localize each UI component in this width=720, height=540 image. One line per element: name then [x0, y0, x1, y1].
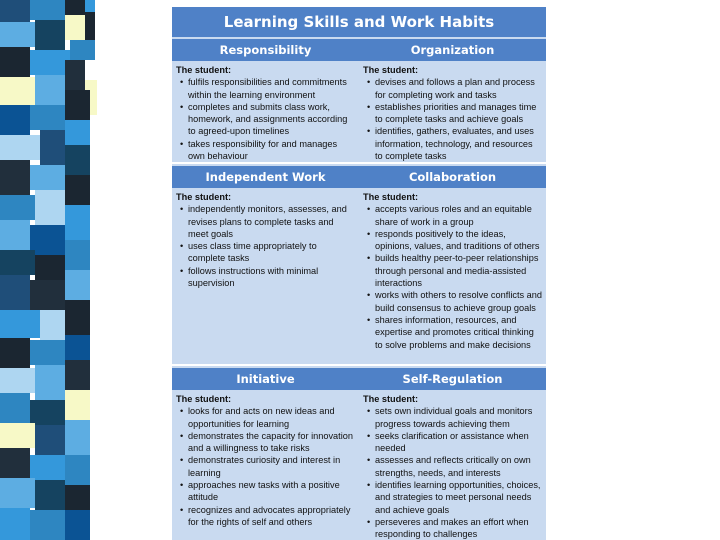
- mosaic-tile: [35, 365, 65, 400]
- mosaic-tile: [30, 400, 65, 425]
- section-heading: Initiative: [236, 372, 295, 386]
- section-cell: [359, 390, 546, 540]
- bullet-item: • accepts various roles and an equitable share of work in a group: [375, 203, 542, 228]
- cell-lead-text: The student:: [176, 394, 232, 404]
- bullet-list: [363, 76, 542, 162]
- mosaic-tile: [40, 310, 65, 340]
- section-header-row: [172, 166, 546, 188]
- section-header-row: [172, 39, 546, 61]
- bullet-item: • identifies, gathers, evaluates, and uses information, technology, and resources to complete tasks: [375, 125, 542, 162]
- bullet-item: • responds positively to the ideas, opinions, values, and traditions of others: [375, 228, 542, 253]
- sections-container: [172, 39, 546, 540]
- section-cell: [359, 188, 546, 364]
- mosaic-tile: [65, 120, 90, 145]
- mosaic-tile: [0, 310, 40, 338]
- bullet-item: • sets own individual goals and monitors progress towards achieving them: [375, 405, 542, 430]
- mosaic-tile: [65, 60, 85, 90]
- mosaic-tile: [0, 220, 30, 250]
- bullet-item: • independently monitors, assesses, and revises plans to complete tasks and meet goals: [188, 203, 355, 240]
- bullet-item: • builds healthy peer-to-peer relationships through personal and media-assisted interactions: [375, 252, 542, 289]
- mosaic-tile: [0, 160, 30, 195]
- bullet-item: • devises and follows a plan and process for completing work and tasks: [375, 76, 542, 101]
- mosaic-tile: [0, 508, 30, 540]
- bullet-list: [176, 76, 355, 162]
- mosaic-tile: [0, 275, 30, 310]
- mosaic-tile: [0, 250, 35, 275]
- section-heading: Collaboration: [408, 170, 497, 184]
- mosaic-tile: [35, 75, 65, 105]
- bullet-item: • demonstrates the capacity for innovation and a willingness to take risks: [188, 430, 355, 455]
- section-divider: [172, 162, 546, 164]
- mosaic-tile: [65, 270, 90, 300]
- mosaic-tile: [40, 130, 65, 165]
- mosaic-tile: [35, 480, 65, 510]
- mosaic-tile: [35, 425, 65, 455]
- section-cell: [172, 188, 359, 364]
- mosaic-tile: [0, 393, 30, 423]
- bullet-item: • identifies learning opportunities, choices, and strategies to meet personal needs and achieve goals: [375, 479, 542, 516]
- section-heading: Self-Regulation: [402, 372, 503, 386]
- bullet-item: • demonstrates curiosity and interest in learning: [188, 454, 355, 479]
- mosaic-tile: [70, 40, 95, 60]
- mosaic-tile: [30, 165, 65, 190]
- section-header-row: [172, 368, 546, 390]
- section-heading: Responsibility: [219, 43, 312, 57]
- mosaic-tile: [30, 510, 65, 540]
- chart-title: Learning Skills and Work Habits: [172, 7, 546, 37]
- mosaic-tile: [65, 510, 90, 540]
- bullet-item: • establishes priorities and manages time to complete tasks and achieve goals: [375, 101, 542, 126]
- bullet-item: • seeks clarification or assistance when needed: [375, 430, 542, 455]
- bullet-item: • shares information, resources, and expertise and promotes critical thinking to solve problems and make decisions: [375, 314, 542, 351]
- mosaic-tile: [0, 195, 35, 220]
- cell-lead-text: The student:: [363, 192, 419, 202]
- mosaic-tile: [65, 420, 90, 455]
- mosaic-tile: [0, 0, 30, 22]
- bullet-list: [176, 405, 355, 528]
- mosaic-tile: [0, 448, 30, 478]
- bullet-item: • looks for and acts on new ideas and opportunities for learning: [188, 405, 355, 430]
- mosaic-tile: [0, 47, 30, 77]
- mosaic-tile: [65, 175, 90, 205]
- mosaic-tile: [65, 90, 90, 120]
- mosaic-tile: [85, 12, 95, 42]
- mosaic-tile: [0, 22, 35, 47]
- cell-lead-text: The student:: [176, 65, 232, 75]
- bullet-item: • assesses and reflects critically on own strengths, needs, and interests: [375, 454, 542, 479]
- cell-lead-text: The student:: [176, 192, 232, 202]
- mosaic-tile: [30, 340, 65, 365]
- mosaic-tile: [65, 240, 90, 270]
- mosaic-tile: [0, 423, 35, 448]
- mosaic-tile: [65, 455, 90, 485]
- mosaic-tile: [30, 455, 65, 480]
- mosaic-tile: [30, 0, 65, 20]
- mosaic-tile: [0, 478, 35, 508]
- mosaic-tile: [65, 335, 90, 360]
- bullet-item: • fulfils responsibilities and commitments within the learning environment: [188, 76, 355, 101]
- mosaic-tile: [0, 105, 30, 135]
- cell-lead-text: The student:: [363, 394, 419, 404]
- mosaic-tile: [35, 190, 65, 225]
- bullet-list: [176, 203, 355, 289]
- mosaic-tile: [35, 255, 65, 280]
- mosaic-tile: [65, 390, 90, 420]
- bullet-item: • perseveres and makes an effort when responding to challenges: [375, 516, 542, 540]
- bullet-item: • approaches new tasks with a positive attitude: [188, 479, 355, 504]
- mosaic-tile: [30, 50, 70, 75]
- bullet-list: [363, 203, 542, 351]
- mosaic-tile: [65, 15, 85, 40]
- bullet-item: • completes and submits class work, homework, and assignments according to agreed-upon timelines: [188, 101, 355, 138]
- section-body-row: [172, 188, 546, 364]
- mosaic-tile: [65, 145, 90, 175]
- section-cell: [172, 390, 359, 540]
- section-body-row: [172, 390, 546, 540]
- bullet-item: • follows instructions with minimal supervision: [188, 265, 355, 290]
- cell-lead-text: The student:: [363, 65, 419, 75]
- bullet-item: • works with others to resolve conflicts and build consensus to achieve group goals: [375, 289, 542, 314]
- bullet-item: • recognizes and advocates appropriately for the rights of self and others: [188, 504, 355, 529]
- mosaic-tile: [0, 338, 30, 368]
- mosaic-tile: [65, 300, 90, 335]
- mosaic-tile: [65, 360, 90, 390]
- bullet-item: • takes responsibility for and manages own behaviour: [188, 138, 355, 162]
- mosaic-tile: [85, 0, 95, 12]
- mosaic-tile: [30, 105, 65, 130]
- section-cell: [359, 61, 546, 162]
- mosaic-tile: [65, 205, 90, 240]
- mosaic-tile: [65, 485, 90, 510]
- mosaic-tile: [0, 135, 40, 160]
- bullet-item: • uses class time appropriately to complete tasks: [188, 240, 355, 265]
- mosaic-tile: [30, 280, 65, 310]
- mosaic-tile: [65, 0, 85, 15]
- learning-skills-chart: [172, 7, 546, 540]
- mosaic-tile: [35, 20, 65, 50]
- bullet-list: [363, 405, 542, 540]
- mosaic-tile: [0, 77, 35, 105]
- mosaic-tile: [30, 225, 65, 255]
- section-heading: Independent Work: [205, 170, 326, 184]
- section-divider: [172, 364, 546, 366]
- section-body-row: [172, 61, 546, 162]
- decorative-mosaic-strip: [0, 0, 100, 540]
- section-cell: [172, 61, 359, 162]
- section-heading: Organization: [410, 43, 495, 57]
- mosaic-tile: [0, 368, 35, 393]
